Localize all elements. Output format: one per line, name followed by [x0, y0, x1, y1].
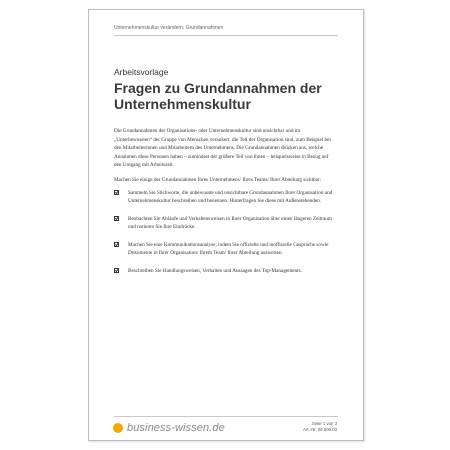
document-body — [114, 127, 336, 284]
checklist-item — [114, 189, 336, 206]
checklist-item — [114, 215, 336, 232]
checklist-item-text: Sammeln Sie Stichworte, die unbewusste und unsichtbare Grundannahmen Ihrer Organisation und Unternehmenskultur beschreiben und benennen. Hinterfragen Sie diese mit Außenstehenden. — [128, 189, 333, 204]
page-number: Seite 1 von 3 — [311, 421, 337, 426]
document-title: Fragen zu Grundannahmen der Unternehmenskultur — [114, 80, 322, 112]
footer-divider — [114, 416, 338, 417]
document-kicker: Arbeitsvorlage — [114, 67, 169, 77]
checkbox-checked-icon — [114, 216, 119, 221]
checkbox-checked-icon — [114, 190, 119, 195]
paragraph-instruction: Machen Sie einige der Grundannahmen Ihres Unternehmens/ Ihres Teams/ Ihrer Abteilung sichtbar: — [114, 176, 322, 183]
document-page — [88, 9, 364, 441]
business-wissen-logo[interactable] — [113, 422, 225, 434]
checkbox-checked-icon — [114, 242, 119, 247]
orange-dot-icon — [113, 423, 123, 433]
checkbox-checked-icon — [114, 268, 119, 273]
footer-meta — [303, 421, 337, 433]
checklist-item-text: Machen Sie eine Kommunikationsanalyse, indem Sie offizielle und inoffizielle Gespräche sowie Dokumente in Ihrer Organisation/ Ihrem Team/ Ihrer Abteilung auswerten. — [128, 241, 329, 256]
article-number: Art.-Nr. 06.000.03 — [303, 427, 337, 432]
checklist — [114, 189, 336, 276]
checklist-item — [114, 267, 336, 276]
running-header: Unternehmenskultur verändern: Grundannahmen — [114, 25, 224, 31]
header-divider — [114, 35, 338, 36]
checklist-item-text: Beschreiben Sie Handlungsweisen, Verhalten und Aussagen des Top-Managements. — [128, 267, 302, 274]
checklist-item — [114, 241, 336, 258]
paragraph-intro: Die Grundannahmen der Organisations- oder Unternehmenskultur sind unsichtbar und im „Unterbewussten“ der Gruppe von Menschen verankert, die Teil der Organisation sind, zum Beispiel bei den Mitarbeiterinnen und Mitarbeitern des Unternehmens. Die Grundannahmen drücken aus, welche Annahmen diese Personen haben – zumindest der größere Teil von ihnen – beispielsweise in Bezug auf den Umgang mit Arbeitszeit. — [114, 128, 331, 168]
checklist-item-text: Beobachten Sie Abläufe und Verhaltensweisen in Ihrer Organisation über einen längeren Zeitraum und notieren Sie Ihre Eindrücke. — [128, 215, 332, 230]
logo-text: business-wissen.de — [127, 422, 225, 434]
